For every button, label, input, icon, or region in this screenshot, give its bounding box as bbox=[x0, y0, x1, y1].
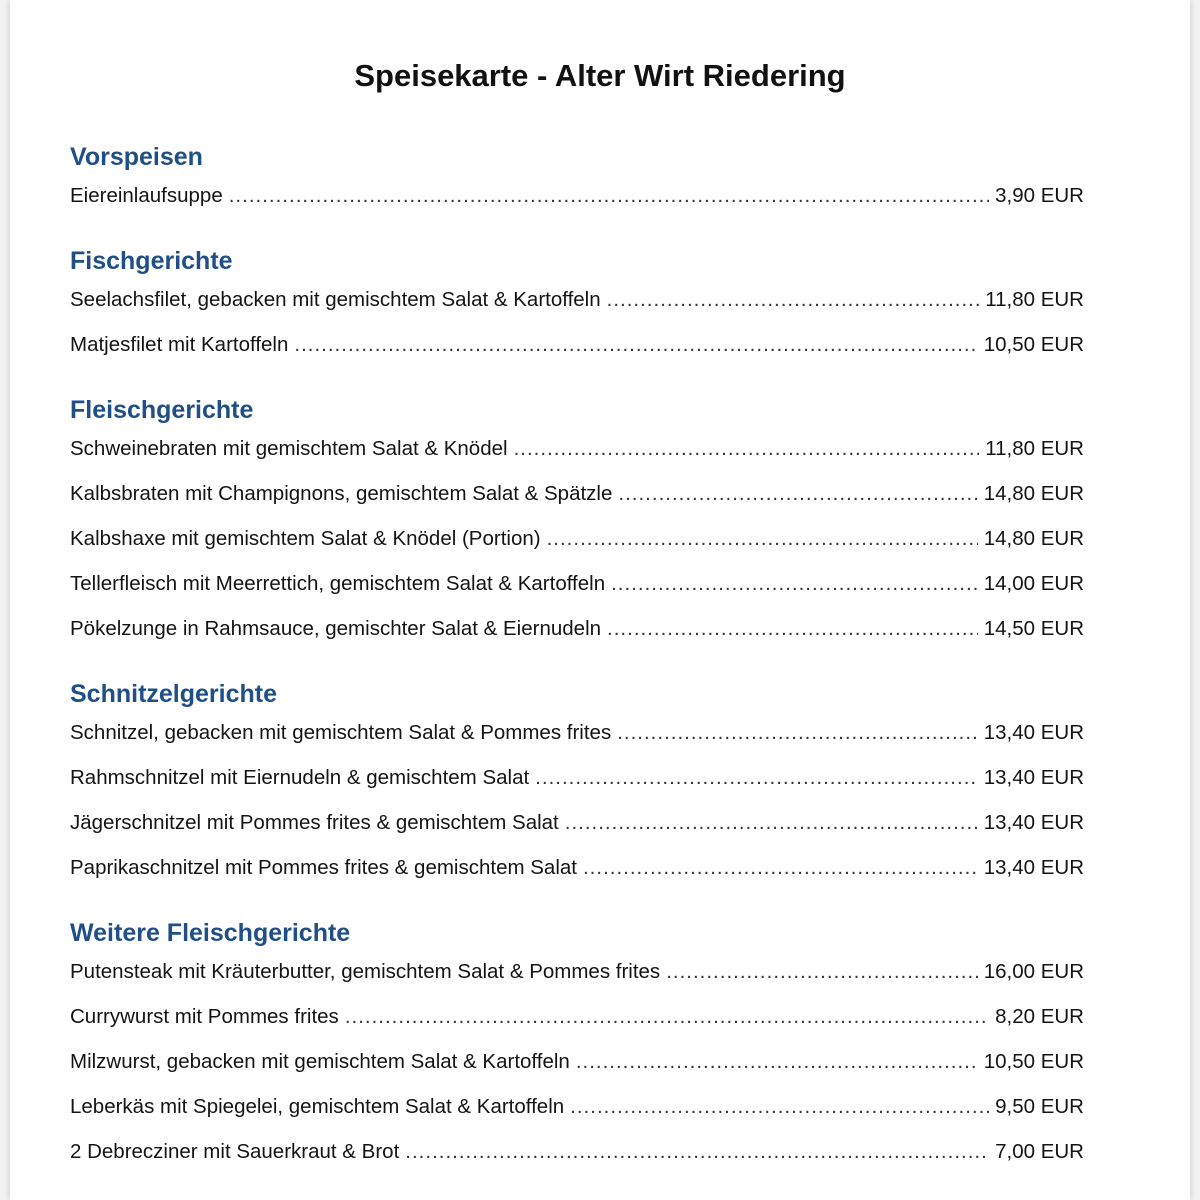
menu-item-name: Currywurst mit Pommes frites bbox=[70, 1005, 339, 1028]
menu-item-price: 7,00 EUR bbox=[995, 1140, 1084, 1163]
menu-item-name: Seelachsfilet, gebacken mit gemischtem Salat & Kartoffeln bbox=[70, 288, 601, 311]
menu-item-price: 13,40 EUR bbox=[983, 766, 1084, 789]
dot-leader bbox=[565, 809, 978, 837]
menu-item bbox=[70, 331, 1084, 376]
menu-item-name: Eiereinlaufsuppe bbox=[70, 184, 223, 207]
menu-item-name: Putensteak mit Kräuterbutter, gemischtem Salat & Pommes frites bbox=[70, 960, 661, 983]
menu-item-price: 13,40 EUR bbox=[983, 721, 1084, 744]
menu-item bbox=[70, 1003, 1084, 1048]
dot-leader bbox=[666, 958, 978, 986]
menu-item-price: 14,80 EUR bbox=[983, 482, 1084, 505]
section-heading: Fischgerichte bbox=[70, 247, 233, 275]
section-heading: Vorspeisen bbox=[70, 143, 203, 171]
menu-item bbox=[70, 570, 1084, 615]
menu-item-price: 11,80 EUR bbox=[985, 437, 1084, 460]
page-title: Speisekarte - Alter Wirt Riedering bbox=[354, 58, 846, 93]
menu-item-price: 16,00 EUR bbox=[983, 960, 1084, 983]
dot-leader bbox=[514, 435, 980, 463]
dot-leader bbox=[294, 331, 977, 359]
menu-item bbox=[70, 854, 1084, 899]
menu-item-name: Matjesfilet mit Kartoffeln bbox=[70, 333, 289, 356]
menu-item-price: 13,40 EUR bbox=[983, 811, 1084, 834]
menu-item bbox=[70, 1048, 1084, 1093]
menu-item-price: 8,20 EUR bbox=[995, 1005, 1084, 1028]
menu-item-name: Jägerschnitzel mit Pommes frites & gemischtem Salat bbox=[70, 811, 559, 834]
menu-item bbox=[70, 958, 1084, 1003]
menu-item-name: 2 Debrecziner mit Sauerkraut & Brot bbox=[70, 1140, 400, 1163]
menu-item-price: 14,00 EUR bbox=[983, 572, 1084, 595]
dot-leader bbox=[583, 854, 978, 882]
dot-leader bbox=[611, 570, 978, 598]
menu-item bbox=[70, 1093, 1084, 1138]
menu-item bbox=[70, 435, 1084, 480]
section-heading: Weitere Fleischgerichte bbox=[70, 919, 351, 947]
section-heading: Fleischgerichte bbox=[70, 396, 254, 424]
dot-leader bbox=[607, 615, 978, 643]
section-heading: Schnitzelgerichte bbox=[70, 680, 277, 708]
menu-item bbox=[70, 182, 1084, 227]
dot-leader bbox=[535, 764, 978, 792]
menu-item-price: 14,50 EUR bbox=[983, 617, 1084, 640]
menu-item-name: Schweinebraten mit gemischtem Salat & Knödel bbox=[70, 437, 508, 460]
menu-item-price: 10,50 EUR bbox=[983, 1050, 1084, 1073]
menu-item bbox=[70, 809, 1084, 854]
menu-section bbox=[70, 244, 1084, 376]
dot-leader bbox=[345, 1003, 989, 1031]
menu-item-name: Pökelzunge in Rahmsauce, gemischter Salat & Eiernudeln bbox=[70, 617, 602, 640]
menu-item-price: 3,90 EUR bbox=[995, 184, 1084, 207]
menu-item-name: Leberkäs mit Spiegelei, gemischtem Salat & Kartoffeln bbox=[70, 1095, 565, 1118]
menu-page bbox=[10, 0, 1190, 1200]
menu-item-name: Tellerfleisch mit Meerrettich, gemischtem Salat & Kartoffeln bbox=[70, 572, 606, 595]
menu-item bbox=[70, 480, 1084, 525]
dot-leader bbox=[576, 1048, 978, 1076]
menu-item-price: 14,80 EUR bbox=[983, 527, 1084, 550]
dot-leader bbox=[618, 480, 977, 508]
menu-item-list bbox=[70, 719, 1084, 899]
dot-leader bbox=[405, 1138, 989, 1166]
menu-item bbox=[70, 615, 1084, 660]
menu-section bbox=[70, 393, 1084, 660]
menu-item-name: Schnitzel, gebacken mit gemischtem Salat & Pommes frites bbox=[70, 721, 612, 744]
menu-content bbox=[70, 140, 1084, 1183]
menu-item-name: Paprikaschnitzel mit Pommes frites & gemischtem Salat bbox=[70, 856, 577, 879]
dot-leader bbox=[607, 286, 980, 314]
menu-item-price: 11,80 EUR bbox=[985, 288, 1084, 311]
menu-item-name: Kalbsbraten mit Champignons, gemischtem Salat & Spätzle bbox=[70, 482, 613, 505]
menu-item-name: Kalbshaxe mit gemischtem Salat & Knödel (Portion) bbox=[70, 527, 541, 550]
menu-item bbox=[70, 1138, 1084, 1183]
menu-item-list bbox=[70, 286, 1084, 376]
dot-leader bbox=[617, 719, 978, 747]
menu-item-list bbox=[70, 435, 1084, 660]
menu-item bbox=[70, 764, 1084, 809]
menu-section bbox=[70, 677, 1084, 899]
menu-section bbox=[70, 140, 1084, 227]
dot-leader bbox=[570, 1093, 989, 1121]
menu-item-list bbox=[70, 958, 1084, 1183]
dot-leader bbox=[229, 182, 989, 210]
menu-item-name: Rahmschnitzel mit Eiernudeln & gemischtem Salat bbox=[70, 766, 530, 789]
menu-item-price: 13,40 EUR bbox=[983, 856, 1084, 879]
menu-item-list bbox=[70, 182, 1084, 227]
menu-item bbox=[70, 525, 1084, 570]
menu-item-price: 10,50 EUR bbox=[983, 333, 1084, 356]
dot-leader bbox=[547, 525, 978, 553]
menu-item-name: Milzwurst, gebacken mit gemischtem Salat & Kartoffeln bbox=[70, 1050, 570, 1073]
menu-item bbox=[70, 719, 1084, 764]
menu-item bbox=[70, 286, 1084, 331]
menu-section bbox=[70, 916, 1084, 1183]
menu-item-price: 9,50 EUR bbox=[995, 1095, 1084, 1118]
